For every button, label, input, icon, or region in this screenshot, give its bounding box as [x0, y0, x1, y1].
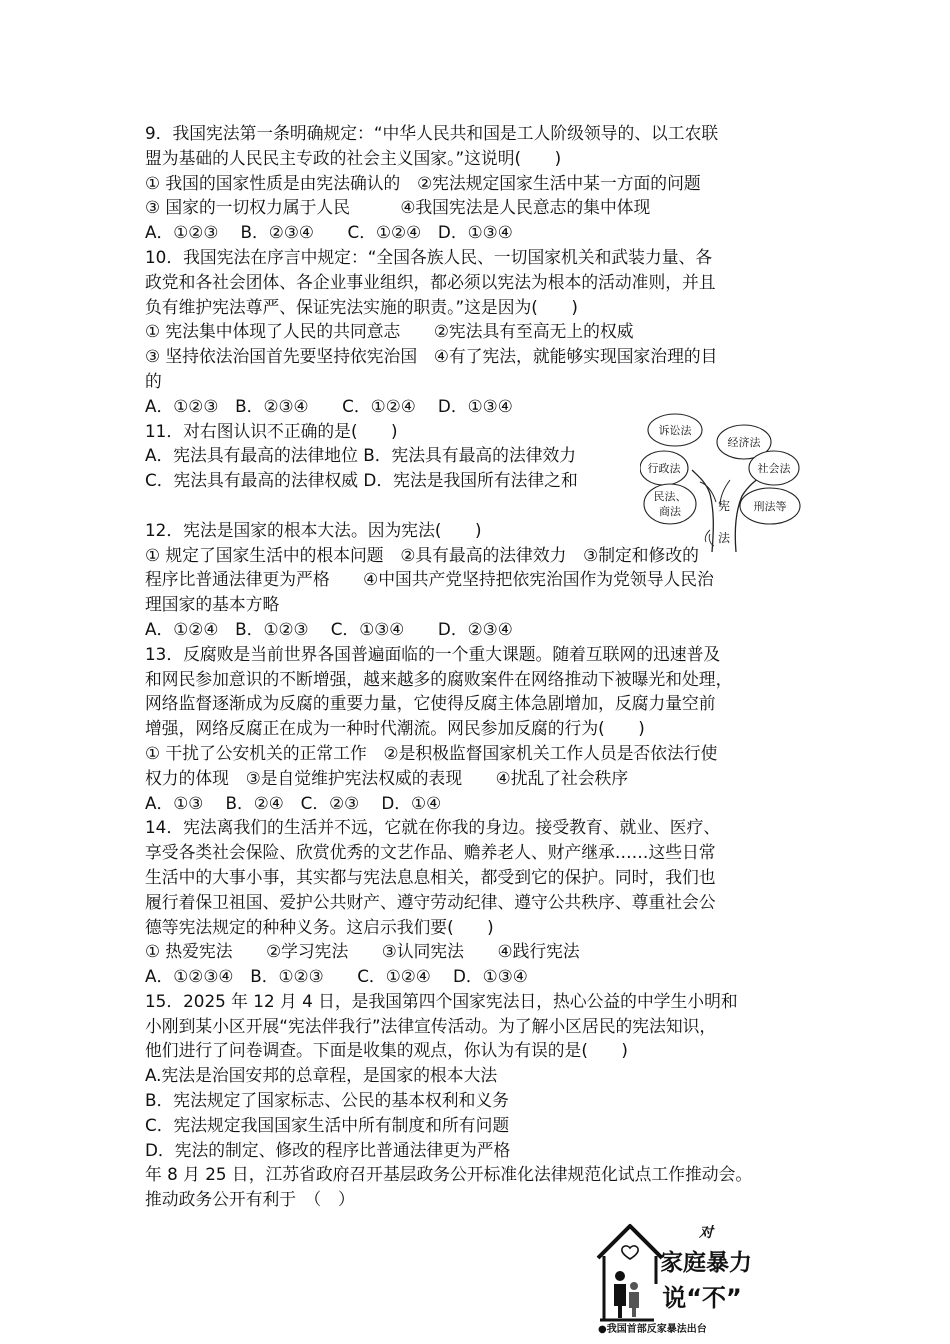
option-line: 程序比普通法律更为严格 ④中国共产党坚持把依宪治国作为党领导人民治 — [145, 569, 714, 590]
option-line: ① 我国的国家性质是由宪法确认的 ②宪法规定国家生活中某一方面的问题 — [145, 172, 701, 193]
poster-title: 家庭暴力 — [660, 1250, 752, 1276]
question-text-line: 推动政务公开有利于 （ ） — [145, 1189, 355, 1210]
poster-top-text: 对 — [699, 1225, 713, 1241]
question-13 — [145, 642, 830, 816]
poster-caption: ●我国首部反家暴法出台 — [598, 1324, 707, 1335]
question-text-line: 他们进行了问卷调查。下面是收集的观点，你认为有误的是( ) — [145, 1040, 628, 1061]
family-silhouette-icon — [614, 1271, 639, 1318]
question-9 — [145, 121, 830, 245]
option-line: 的 — [145, 370, 162, 391]
option-line: 权力的体现 ③是自觉维护宪法权威的表现 ④扰乱了社会秩序 — [145, 767, 629, 788]
answer-choices: A．①②③ B．②③④ C．①②④ D．①③④ — [145, 395, 513, 416]
question-text-line: 盟为基础的人民民主专政的社会主义国家。”这说明( ) — [145, 147, 562, 168]
anti-domestic-violence-poster — [594, 1220, 760, 1342]
question-text-line: 增强，网络反腐正在成为一种时代潮流。网民参加反腐的行为( ) — [145, 718, 645, 739]
option-line: A．宪法具有最高的法律地位 B．宪法具有最高的法律效力 — [145, 445, 577, 466]
label-litigation-law: 诉讼法 — [658, 424, 692, 437]
question-text-line: 年 8 月 25 日，江苏省政府召开基层政务公开标准化法律规范化试点工作推动会。 — [145, 1164, 753, 1185]
question-14 — [145, 815, 830, 989]
constitution-tree-figure — [640, 410, 808, 552]
question-text-line: 13．反腐败是当前世界各国普遍面临的一个重大课题。随着互联网的迅速普及 — [145, 643, 721, 664]
answer-choices: A．①③ B．②④ C．②③ D．①④ — [145, 792, 442, 813]
label-social-law: 社会法 — [757, 462, 791, 475]
question-text-line: 网络监督逐渐成为反腐的重要力量，它使得反腐主体急剧增加，反腐力量空前 — [145, 693, 716, 714]
option-line: C．宪法具有最高的法律权威 D．宪法是我国所有法律之和 — [145, 470, 578, 491]
label-trunk-constitution: 宪 — [717, 499, 731, 513]
option-line: A.宪法是治国安邦的总章程，是国家的根本大法 — [145, 1065, 498, 1086]
question-text-line: 9．我国宪法第一条明确规定：“中华人民共和国是工人阶级领导的、以工农联 — [145, 123, 719, 143]
label-commercial-law: 商法 — [659, 505, 681, 518]
heart-icon — [622, 1246, 638, 1259]
question-text-line: 11．对右图认识不正确的是( ) — [145, 420, 398, 441]
option-line: ① 宪法集中体现了人民的共同意志 ②宪法具有至高无上的权威 — [145, 321, 634, 342]
question-text-line: 政党和各社会团体、各企业事业组织，都必须以宪法为根本的活动准则，并且 — [145, 271, 716, 292]
question-10 — [145, 245, 830, 419]
option-line: B．宪法规定了国家标志、公民的基本权利和义务 — [145, 1090, 509, 1111]
question-text-line: 享受各类社会保险、欣赏优秀的文艺作品、赡养老人、财产继承……这些日常 — [145, 842, 716, 863]
option-line: ③ 国家的一切权力属于人民 ④我国宪法是人民意志的集中体现 — [145, 197, 651, 218]
question-text-line: 和网民参加意识的不断增强，越来越多的腐败案件在网络推动下被曝光和处理， — [145, 668, 733, 689]
answer-choices: A．①②③ B．②③④ C．①②④ D．①③④ — [145, 222, 513, 243]
answer-choices: A．①②③④ B．①②③ C．①②④ D．①③④ — [145, 966, 528, 987]
poster-slogan: 说“不” — [662, 1284, 742, 1312]
option-line: D．宪法的制定、修改的程序比普通法律更为严格 — [145, 1139, 511, 1160]
option-line: ① 规定了国家生活中的根本问题 ②具有最高的法律效力 ③制定和修改的 — [145, 544, 699, 565]
question-text-line: 14．宪法离我们的生活并不远，它就在你我的身边。接受教育、就业、医疗、 — [145, 817, 721, 838]
question-list — [145, 121, 830, 1212]
house-roof-icon — [598, 1226, 662, 1258]
label-civil-law: 民法、 — [653, 490, 687, 503]
question-text-line: 小刚到某小区开展“宪法伴我行”法律宣传活动。为了解小区居民的宪法知识， — [145, 1015, 717, 1036]
option-line: 理国家的基本方略 — [145, 594, 280, 615]
answer-choices: A．①②④ B．①②③ C．①③④ D．②③④ — [145, 618, 513, 639]
question-text-line: 德等宪法规定的种种义务。这启示我们要( ) — [145, 916, 494, 937]
option-line: ① 热爱宪法 ②学习宪法 ③认同宪法 ④践行宪法 — [145, 941, 580, 962]
option-line: ① 干扰了公安机关的正常工作 ②是积极监督国家机关工作人员是否依法行使 — [145, 742, 718, 763]
label-economic-law: 经济法 — [727, 436, 761, 449]
question-text-line: 生活中的大事小事，其实都与宪法息息相关，都受到它的保护。同时，我们也 — [145, 866, 716, 887]
question-15 — [145, 989, 830, 1212]
label-criminal-law: 刑法等 — [753, 500, 787, 513]
question-text-line: 12．宪法是国家的根本大法。因为宪法( ) — [145, 519, 482, 540]
label-administrative-law: 行政法 — [647, 462, 681, 475]
question-text-line: 负有维护宪法尊严、保证宪法实施的职责。”这是因为( ) — [145, 296, 578, 317]
option-line: ③ 坚持依法治国首先要坚持依宪治国 ④有了宪法，就能够实现国家治理的目 — [145, 346, 718, 367]
question-text-line: 15．2025 年 12 月 4 日，是我国第四个国家宪法日，热心公益的中学生小明和 — [145, 990, 738, 1011]
label-trunk-law: 法 — [717, 531, 731, 545]
option-line: C．宪法规定我国国家生活中所有制度和所有问题 — [145, 1114, 510, 1135]
question-text-line: 10．我国宪法在序言中规定：“全国各族人民、一切国家机关和武装力量、各 — [145, 246, 713, 267]
question-text-line: 履行着保卫祖国、爱护公共财产、遵守劳动纪律、遵守公共秩序、尊重社会公 — [145, 891, 716, 912]
